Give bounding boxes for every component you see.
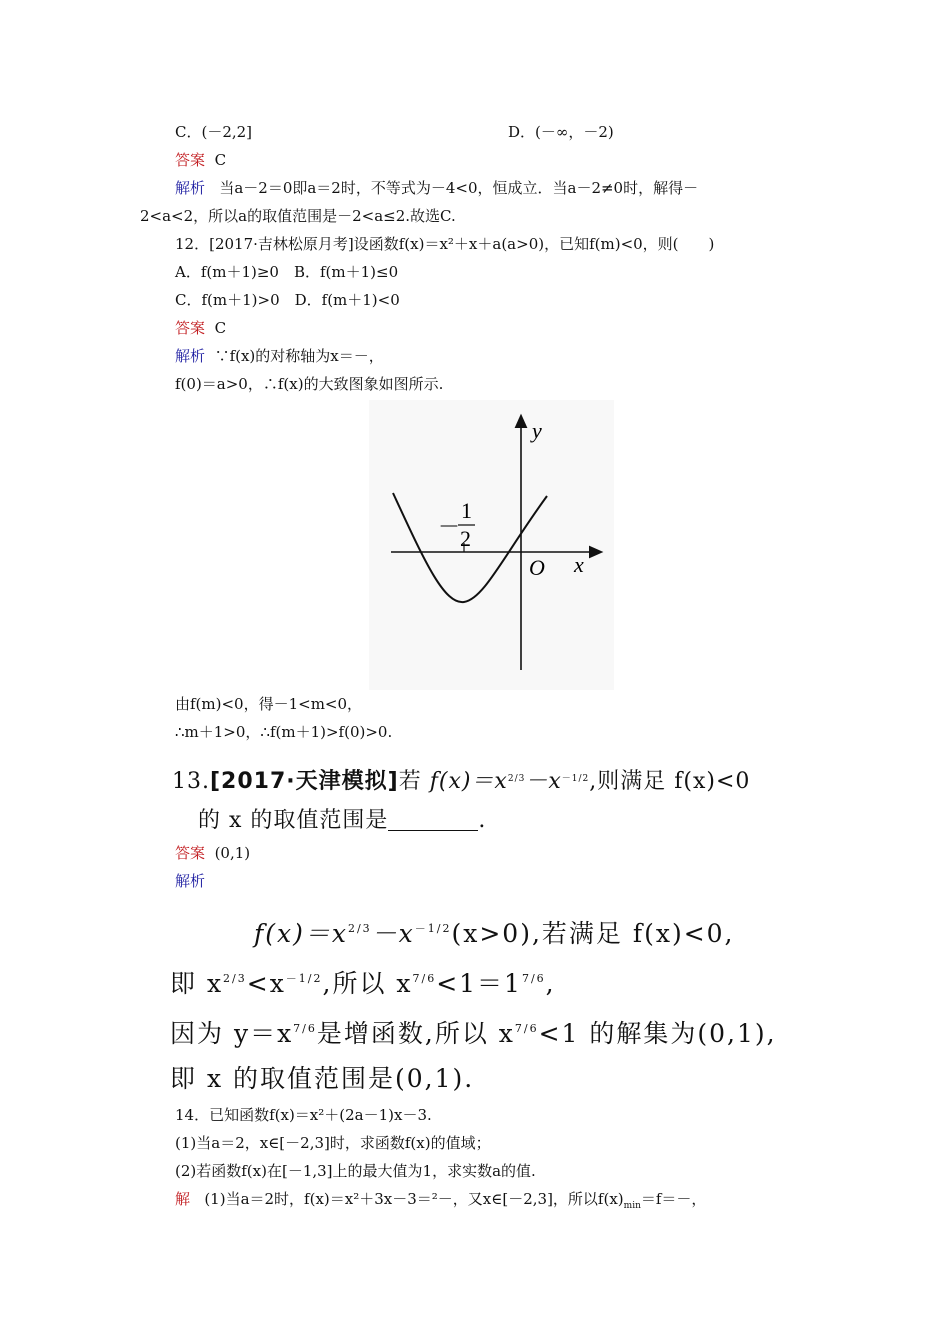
question-number: 13. — [172, 769, 210, 794]
analysis-label: 解析 — [175, 179, 206, 197]
solution-text: <1 的解集为(0,1), — [538, 1019, 777, 1048]
exponent: 7/6 — [412, 972, 437, 985]
question-13-stem-line-2 — [198, 806, 486, 836]
exponent: 2/3 — [347, 922, 372, 935]
fraction-denominator: 2 — [460, 526, 471, 551]
option-d: D．(－∞，－2) — [508, 123, 614, 141]
fraction-numerator: 1 — [461, 498, 472, 523]
solution-label: 解 — [175, 1190, 191, 1208]
question-13-stem — [172, 764, 750, 797]
stem-formula: －x — [525, 769, 562, 794]
option-c: C．(－2,2] — [175, 123, 253, 141]
question-12-options-cd: C．f(m＋1)>0 D．f(m＋1)<0 — [175, 291, 400, 309]
question-12-answer — [175, 318, 226, 338]
solution-formula: f(x)＝x — [254, 919, 348, 948]
solution-text: (1)当a＝2时，f(x)＝x²＋3x－3＝²－，又x∈[－2,3]，所以f(x) — [204, 1190, 624, 1208]
question-14-solution — [175, 1189, 706, 1216]
solution-text: 是增函数,所以 x — [316, 1019, 515, 1048]
answer-line — [175, 150, 226, 170]
parabola-graph — [369, 400, 614, 690]
answer-label: 答案 — [175, 151, 206, 169]
answer-value: C — [214, 319, 227, 337]
answer-value: (0,1) — [214, 844, 251, 862]
question-14-part-2: (2)若函数f(x)在[－1,3]上的最大值为1，求实数a的值. — [175, 1162, 536, 1180]
exponent: 2/3 — [507, 774, 526, 784]
exponent: 7/6 — [293, 1022, 317, 1035]
answer-value: C — [214, 151, 227, 169]
question-12-analysis-2: f(0)＝a>0，∴f(x)的大致图象如图所示. — [175, 375, 444, 393]
solution-text: 即 x — [170, 969, 224, 998]
question-12-stem: 12．[2017·吉林松原月考]设函数f(x)＝x²＋x＋a(a>0)，已知f(m)<0，则( ) — [175, 235, 715, 253]
answer-label: 答案 — [175, 319, 206, 337]
origin-label: O — [529, 555, 545, 580]
analysis-text: ∵f(x)的对称轴为x＝－， — [214, 347, 384, 365]
analysis-label: 解析 — [175, 872, 206, 890]
exponent: －1/2 — [561, 774, 590, 784]
y-axis-label: y — [532, 418, 542, 443]
answer-label: 答案 — [175, 844, 206, 862]
exponent: －1/2 — [414, 922, 452, 935]
question-14-part-1: (1)当a＝2，x∈[－2,3]时，求函数f(x)的值域； — [175, 1134, 491, 1152]
exponent: 7/6 — [521, 972, 546, 985]
solution-text: (x>0),若满足 f(x)<0, — [451, 919, 735, 948]
question-12-options-ab: A．f(m＋1)≥0 B．f(m＋1)≤0 — [175, 263, 399, 281]
exponent: －1/2 — [285, 972, 323, 985]
exponent: 2/3 — [223, 972, 247, 985]
stem-formula: f(x)＝x — [429, 769, 508, 794]
stem-text: ,则满足 f(x)<0 — [589, 769, 751, 794]
graph-svg — [369, 400, 614, 690]
solution-text: 因为 y＝x — [170, 1019, 294, 1048]
solution-line-1 — [254, 912, 735, 951]
exponent: 7/6 — [514, 1022, 539, 1035]
analysis-line-2: 2<a<2，所以a的取值范围是－2<a≤2.故选C. — [140, 207, 456, 225]
stem-text: 若 — [398, 769, 422, 794]
question-12-analysis-3: 由f(m)<0，得－1<m<0， — [175, 695, 363, 713]
solution-text: <1＝1 — [436, 969, 522, 998]
analysis-label: 解析 — [175, 347, 206, 365]
stem-text: 的 x 的取值范围是 — [198, 808, 389, 833]
solution-text: ,所以 x — [322, 969, 413, 998]
question-14-stem: 14．已知函数f(x)＝x²＋(2a－1)x－3. — [175, 1106, 432, 1124]
solution-text: , — [545, 969, 556, 998]
solution-line-4: 即 x 的取值范围是(0,1). — [170, 1064, 475, 1093]
x-axis-label: x — [574, 552, 584, 577]
analysis-line — [175, 178, 698, 198]
question-12-analysis-4: ∴m＋1>0，∴f(m＋1)>f(0)>0. — [175, 723, 393, 741]
question-source: [2017·天津模拟] — [210, 769, 399, 794]
solution-text: <x — [246, 969, 286, 998]
solution-line-3 — [170, 1012, 777, 1051]
stem-text: . — [478, 808, 487, 833]
analysis-text: 当a－2＝0即a＝2时，不等式为－4<0，恒成立．当a－2≠0时，解得－ — [219, 179, 699, 197]
subscript: min — [623, 1201, 641, 1211]
question-13-answer — [175, 843, 250, 863]
answer-blank — [388, 810, 478, 831]
solution-text: ＝f＝－， — [640, 1190, 707, 1208]
question-13-analysis-label — [175, 871, 205, 891]
solution-line-2 — [170, 962, 556, 1001]
minus-sign: － — [438, 514, 461, 539]
question-12-analysis — [175, 346, 384, 366]
solution-formula: －x — [371, 919, 415, 948]
